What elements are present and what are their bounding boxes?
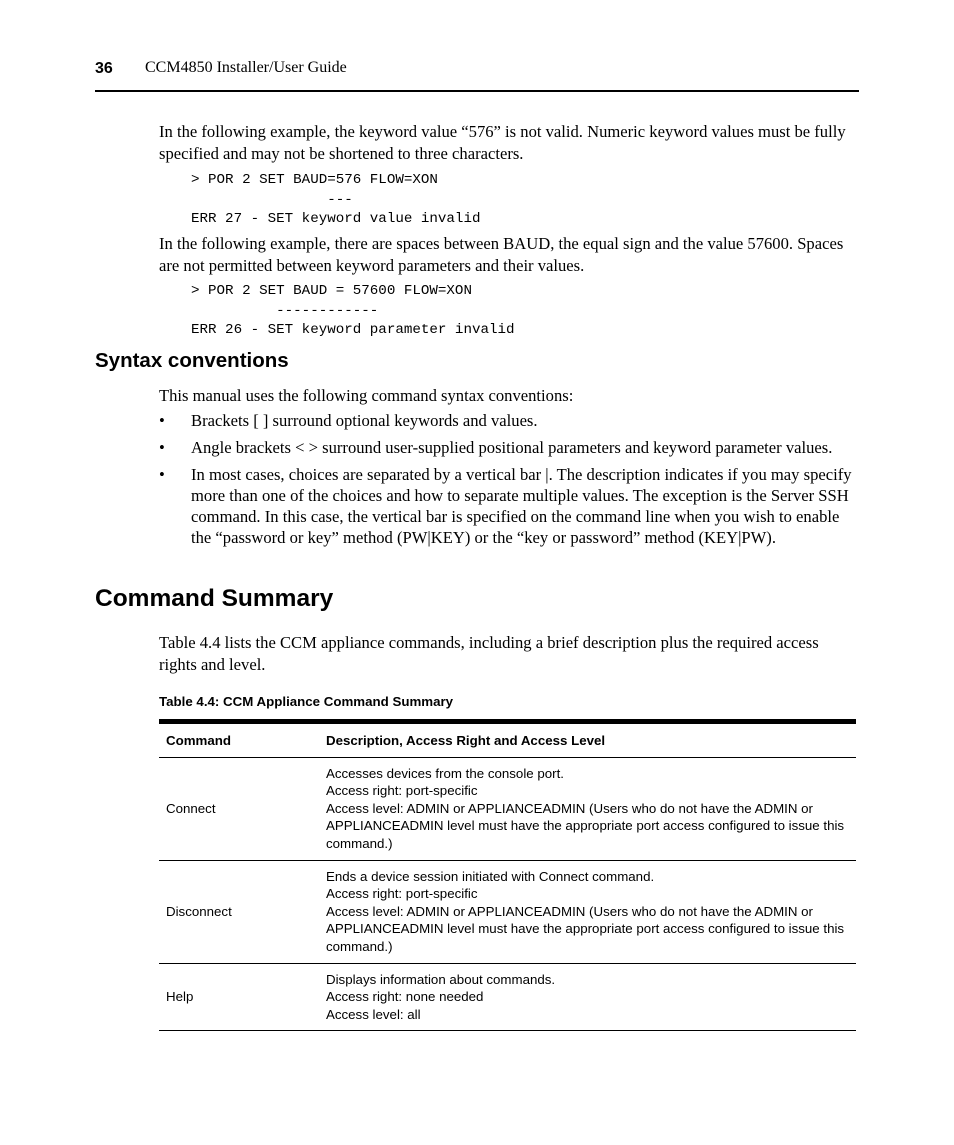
bullet-icon: •: [159, 464, 165, 484]
bullet-text: In most cases, choices are separated by a vertical bar |. The description indicates if you may specify more than one of the choices and how to separate multiple values. The exception is the Server SSH command. In this case, the vertical bar is specified on the command line when you wish to enable the “password or key” method (PW|KEY) or the “key or password” method (KEY|PW).: [191, 464, 852, 548]
description-text: Ends a device session initiated with Connect command.: [326, 868, 655, 884]
syntax-lead: This manual uses the following command syntax conventions:: [159, 386, 574, 405]
list-item: [159, 410, 861, 431]
guide-title: CCM4850 Installer/User Guide: [145, 59, 347, 76]
bullet-icon: •: [159, 437, 165, 457]
description-cell: [319, 757, 856, 860]
command-summary-table: [159, 719, 856, 1031]
description-cell: [319, 963, 856, 1031]
page-header: [95, 58, 859, 92]
command-summary-heading: Command Summary: [95, 585, 334, 612]
list-item: [159, 437, 861, 458]
table-caption: Table 4.4: CCM Appliance Command Summary: [159, 694, 454, 709]
access-right-text: Access right: port-specific: [326, 783, 478, 799]
column-header-command: Command: [159, 722, 319, 758]
command-cell: Disconnect: [159, 860, 319, 963]
bullet-text: Angle brackets < > surround user-supplied positional parameters and keyword parameter values.: [191, 437, 833, 457]
code-example-1: > POR 2 SET BAUD=576 FLOW=XON --- ERR 27 - SET keyword value invalid: [191, 172, 481, 227]
command-cell: Help: [159, 963, 319, 1031]
page-number: 36: [95, 60, 113, 77]
intro-paragraph-2: In the following example, there are spaces between BAUD, the equal sign and the value 57600. Spaces are not permitted between keyword parameters and their values.: [159, 234, 844, 275]
access-level-text: Access level: ADMIN or APPLIANCEADMIN (Users who do not have the ADMIN or APPLIANCEADMIN level must have the appropriate port access configured to issue this command.): [326, 903, 845, 954]
table-row: [159, 963, 856, 1031]
syntax-bullet-list: [159, 410, 861, 554]
description-text: Displays information about commands.: [326, 971, 556, 987]
bullet-text: Brackets [ ] surround optional keywords and values.: [191, 411, 538, 430]
code-example-2: > POR 2 SET BAUD = 57600 FLOW=XON ------------ ERR 26 - SET keyword parameter invalid: [191, 283, 515, 338]
table-row: [159, 860, 856, 963]
summary-paragraph: Table 4.4 lists the CCM appliance commands, including a brief description plus the required access rights and level.: [159, 633, 819, 674]
access-right-text: Access right: port-specific: [326, 886, 478, 902]
command-cell: Connect: [159, 757, 319, 860]
bullet-icon: •: [159, 411, 165, 430]
intro-paragraph-1: In the following example, the keyword value “576” is not valid. Numeric keyword values must be fully specified and may not be shortened to three characters.: [159, 122, 846, 163]
list-item: [159, 464, 861, 549]
description-text: Accesses devices from the console port.: [326, 765, 564, 781]
column-header-description: Description, Access Right and Access Level: [319, 722, 856, 758]
table-header-row: [159, 722, 856, 758]
access-right-text: Access right: none needed: [326, 989, 484, 1005]
access-level-text: Access level: all: [326, 1006, 421, 1022]
access-level-text: Access level: ADMIN or APPLIANCEADMIN (Users who do not have the ADMIN or APPLIANCEADMIN level must have the appropriate port access configured to issue this command.): [326, 800, 845, 851]
table-row: [159, 757, 856, 860]
syntax-conventions-heading: Syntax conventions: [95, 349, 289, 372]
description-cell: [319, 860, 856, 963]
